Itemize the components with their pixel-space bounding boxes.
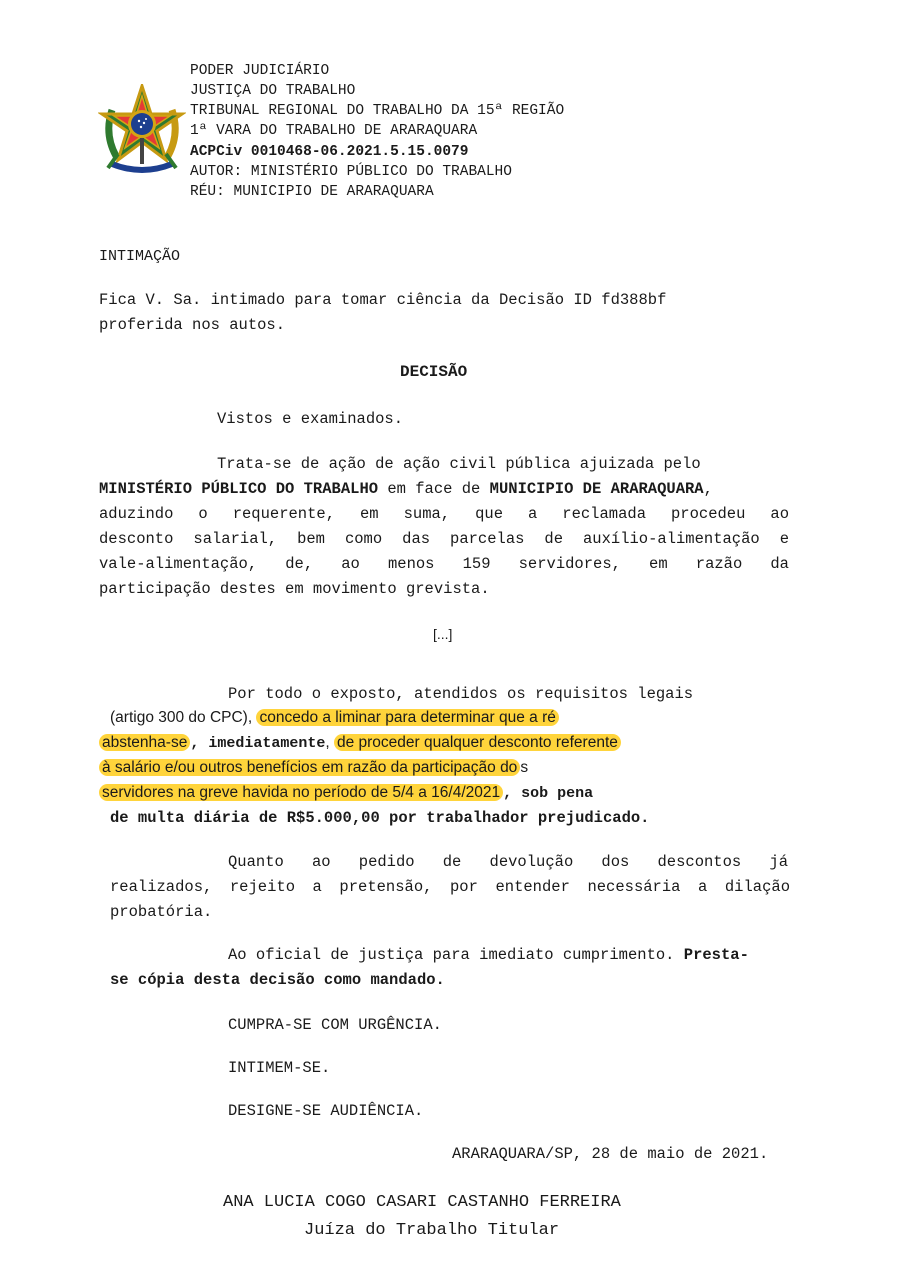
header-line-reu: RÉU: MUNICIPIO DE ARARAQUARA (190, 184, 434, 200)
header-line-justica: JUSTIÇA DO TRABALHO (190, 83, 356, 99)
header-line-vara: 1ª VARA DO TRABALHO DE ARARAQUARA (190, 123, 478, 139)
p2-line-5 (99, 784, 593, 802)
highlight-salario: à salário e/ou outros benefícios em razão da participação do (99, 759, 520, 776)
order-intimem-se: INTIMEM-SE. (228, 1059, 331, 1077)
p2-line-4-end: s (520, 759, 529, 776)
p2-line-1: Por todo o exposto, atendidos os requisitos legais (228, 685, 694, 703)
p3-line-3: probatória. (110, 903, 213, 921)
date-line: ARARAQUARA/SP, 28 de maio de 2021. (452, 1145, 769, 1163)
p1-line-2 (99, 480, 713, 498)
header-line-tribunal: TRIBUNAL REGIONAL DO TRABALHO DA 15ª REGIÃO (190, 103, 565, 119)
p1-line-2-mid: em face de (378, 480, 490, 498)
autor-name: MINISTÉRIO PÚBLICO DO TRABALHO (99, 480, 379, 498)
p1-line-2-comma: , (703, 480, 713, 498)
p2-line-3 (99, 734, 621, 752)
p1-line-4: desconto salarial, bem como das parcelas de auxílio-alimentação e (99, 530, 789, 548)
p2-line-6: de multa diária de R$5.000,00 por trabalhador prejudicado. (110, 809, 650, 827)
p1-line-6: participação destes em movimento grevista. (99, 580, 490, 598)
imediatamente: , imediatamente (190, 735, 326, 752)
sob-pena: , sob pena (503, 785, 594, 802)
p4-line-2: se cópia desta decisão como mandado. (110, 971, 445, 989)
reu-name: MUNICIPIO DE ARARAQUARA (489, 480, 704, 498)
highlight-concedo: concedo a liminar para determinar que a ré (256, 709, 558, 726)
p2-line-2 (110, 709, 559, 727)
header-line-autor: AUTOR: MINISTÉRIO PÚBLICO DO TRABALHO (190, 164, 512, 180)
p4-line-1-start: Ao oficial de justiça para imediato cumprimento. (228, 946, 684, 964)
p3-line-2: realizados, rejeito a pretensão, por entender necessária a dilação (110, 878, 790, 896)
p2-line-2-start: (artigo 300 do CPC), (110, 709, 257, 726)
case-number: ACPCiv 0010468-06.2021.5.15.0079 (190, 144, 469, 160)
p1-line-1: Trata-se de ação de ação civil pública ajuizada pelo (217, 455, 701, 473)
signature-role: Juíza do Trabalho Titular (304, 1221, 560, 1240)
highlight-servidores: servidores na greve havida no período de 5/4 a 16/4/2021 (99, 784, 503, 801)
p4-line-1-presta: Presta- (683, 946, 749, 964)
highlight-abstenha: abstenha-se (99, 734, 190, 751)
signature-name: ANA LUCIA COGO CASARI CASTANHO FERREIRA (223, 1193, 621, 1212)
p1-line-3: aduzindo o requerente, em suma, que a reclamada procedeu ao (99, 505, 789, 523)
vistos-line: Vistos e examinados. (217, 410, 404, 428)
p3-line-1: Quanto ao pedido de devolução dos descontos já (228, 853, 788, 871)
intimacao-line-2: proferida nos autos. (99, 316, 286, 334)
intimacao-line-1: Fica V. Sa. intimado para tomar ciência da Decisão ID fd388bf (99, 291, 667, 309)
order-designe-se: DESIGNE-SE AUDIÊNCIA. (228, 1102, 424, 1120)
decision-title: DECISÃO (400, 363, 468, 381)
brasao-seal-icon (98, 84, 186, 176)
p2-line-3-comma: , (325, 734, 334, 751)
ellipsis: [...] (433, 626, 453, 642)
order-cumpra-se: CUMPRA-SE COM URGÊNCIA. (228, 1016, 442, 1034)
header-line-poder: PODER JUDICIÁRIO (190, 63, 330, 79)
intimacao-label: INTIMAÇÃO (99, 248, 181, 265)
highlight-desconto: de proceder qualquer desconto referente (334, 734, 621, 751)
p2-line-4 (99, 759, 528, 777)
p1-line-5: vale-alimentação, de, ao menos 159 servidores, em razão da (99, 555, 789, 573)
p4-line-1 (228, 946, 749, 964)
